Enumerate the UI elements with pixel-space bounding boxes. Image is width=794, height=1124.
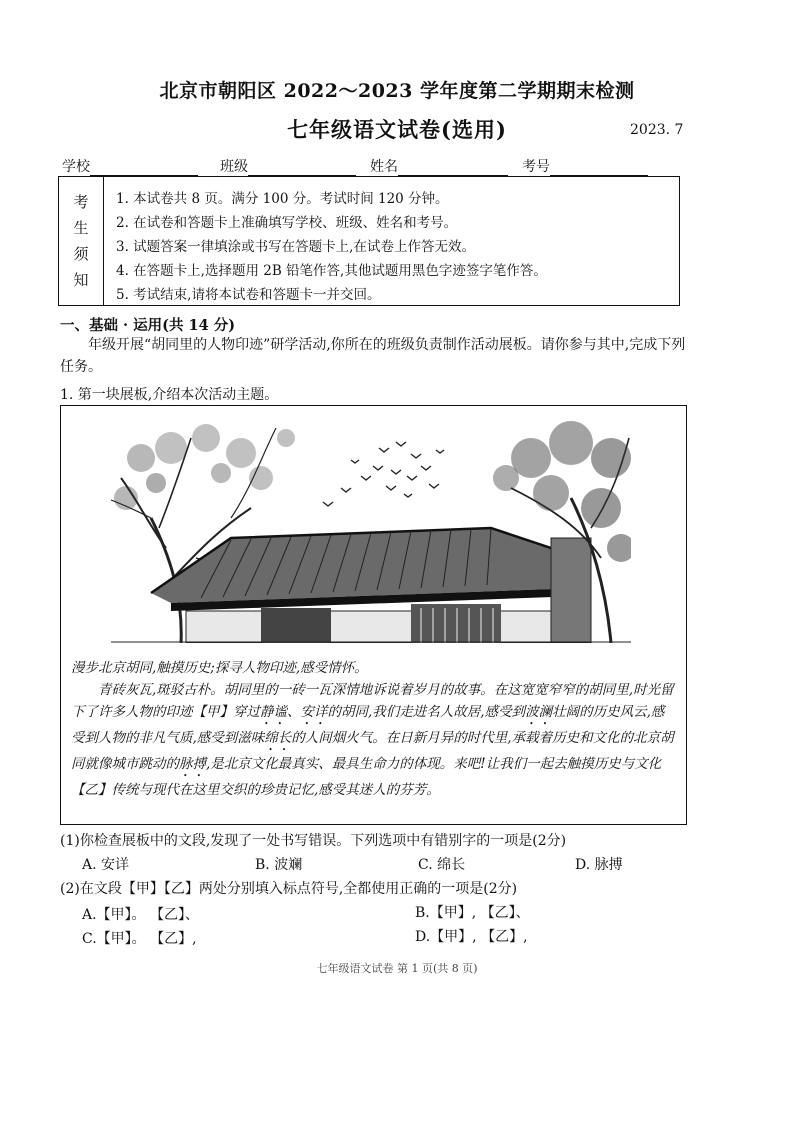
notice-item: 4. 在答题卡上,选择题用 2B 铅笔作答,其他试题用黑色字迹签字笔作答。 (116, 263, 547, 279)
class-field[interactable] (248, 161, 356, 176)
sub-question-1-stem: (1)你检查展板中的文段,发现了一处书写错误。下列选项中有错别字的一项是(2分) (60, 833, 567, 849)
school-field[interactable] (90, 161, 198, 176)
exam-subtitle: 七年级语文试卷(选用) (287, 117, 507, 142)
passage-text: 、 (287, 703, 301, 720)
option-d[interactable]: D.【甲】, 【乙】, (415, 929, 528, 945)
dotted-word: 波澜 (525, 703, 553, 720)
section-intro: 年级开展“胡同里的人物印迹”研学活动,你所在的班级负责制作活动展板。请你参与其中,完成下列任务。 (60, 337, 686, 375)
board-paragraph (71, 680, 676, 802)
notice-item: 1. 本试卷共 8 页。满分 100 分。考试时间 120 分钟。 (116, 191, 449, 207)
candidate-notice-box (58, 176, 680, 306)
option-d[interactable]: D. 脉搏 (575, 857, 623, 873)
name-field[interactable] (398, 161, 508, 176)
birds-icon (323, 442, 444, 506)
notice-side-char: 考 (73, 193, 89, 211)
student-info-row (62, 156, 742, 176)
sub-question-2-stem: (2)在文段【甲】【乙】两处分别填入标点符号,全都使用正确的一项是(2分) (60, 881, 518, 897)
notice-item: 2. 在试卷和答题卡上准确填写学校、班级、姓名和考号。 (116, 215, 458, 231)
option-c[interactable]: C. 绵长 (418, 857, 466, 873)
dotted-word: 脉搏 (179, 755, 206, 772)
option-a[interactable]: A. 安详 (82, 857, 130, 873)
exam-title: 北京市朝阳区 2022～2023 学年度第二学期期末检测 (159, 80, 635, 102)
class-label: 班级 (220, 159, 248, 175)
notice-item: 5. 考试结束,请将本试卷和答题卡一并交回。 (116, 287, 381, 303)
exam-no-label: 考号 (522, 159, 550, 175)
passage-text: ,是北京文化最真实、最具生命力的体现。来吧!让我们一起去触摸历史与文化【乙】传统与现代在这里交织的珍贵记忆,感受其迷人的芬芳。 (71, 755, 662, 798)
option-b[interactable]: B. 波斓 (255, 857, 303, 873)
notice-side-char: 须 (73, 245, 89, 263)
left-foliage-icon (114, 424, 295, 510)
option-b[interactable]: B.【甲】, 【乙】、 (415, 905, 530, 921)
question-1-title: 1. 第一块展板,介绍本次活动主题。 (60, 387, 279, 403)
dotted-word: 绵长 (264, 729, 292, 746)
passage-text: 的人间烟火气。在日新月异的时代里,承载着历史和文化的北京胡同就像城市跳动的 (71, 729, 674, 772)
board-slogan: 漫步北京胡同,触摸历史;探寻人物印迹,感受情怀。 (71, 660, 368, 676)
hutong-courtyard-illustration (111, 418, 631, 643)
dotted-word: 安详 (300, 703, 328, 720)
notice-side-char: 生 (73, 219, 89, 237)
option-c[interactable]: C.【甲】。 【乙】, (82, 931, 197, 947)
board-passage (71, 658, 676, 801)
tiled-roof-icon (151, 528, 581, 611)
notice-side-label (59, 177, 104, 305)
notice-item: 3. 试题答案一律填涂或书写在答题卡上,在试卷上作答无效。 (116, 239, 475, 255)
exam-no-field[interactable] (550, 161, 648, 176)
passage-text: 壮阔的历史风云,感受到人物的非凡气质,感受到滋味 (71, 703, 665, 746)
display-board (60, 405, 687, 825)
passage-text: 青砖灰瓦,斑驳古朴。胡同里的一砖一瓦深情地诉说着岁月的故事。在这宽宽窄窄的胡同里,时光留下了许多人物的印迹【甲】穿过 (71, 681, 674, 720)
name-label: 姓名 (370, 159, 398, 175)
notice-side-char: 知 (73, 271, 89, 289)
school-label: 学校 (62, 159, 90, 175)
exam-date: 2023. 7 (630, 122, 684, 138)
page-footer: 七年级语文试卷 第 1 页(共 8 页) (316, 962, 478, 975)
option-a[interactable]: A.【甲】。 【乙】、 (82, 907, 200, 923)
section-heading: 一、基础 · 运用(共 14 分) (60, 317, 236, 334)
dotted-word: 静谧 (260, 703, 287, 720)
passage-text: 的胡同,我们走进名人故居,感受到 (327, 703, 526, 720)
notice-list (104, 177, 679, 305)
